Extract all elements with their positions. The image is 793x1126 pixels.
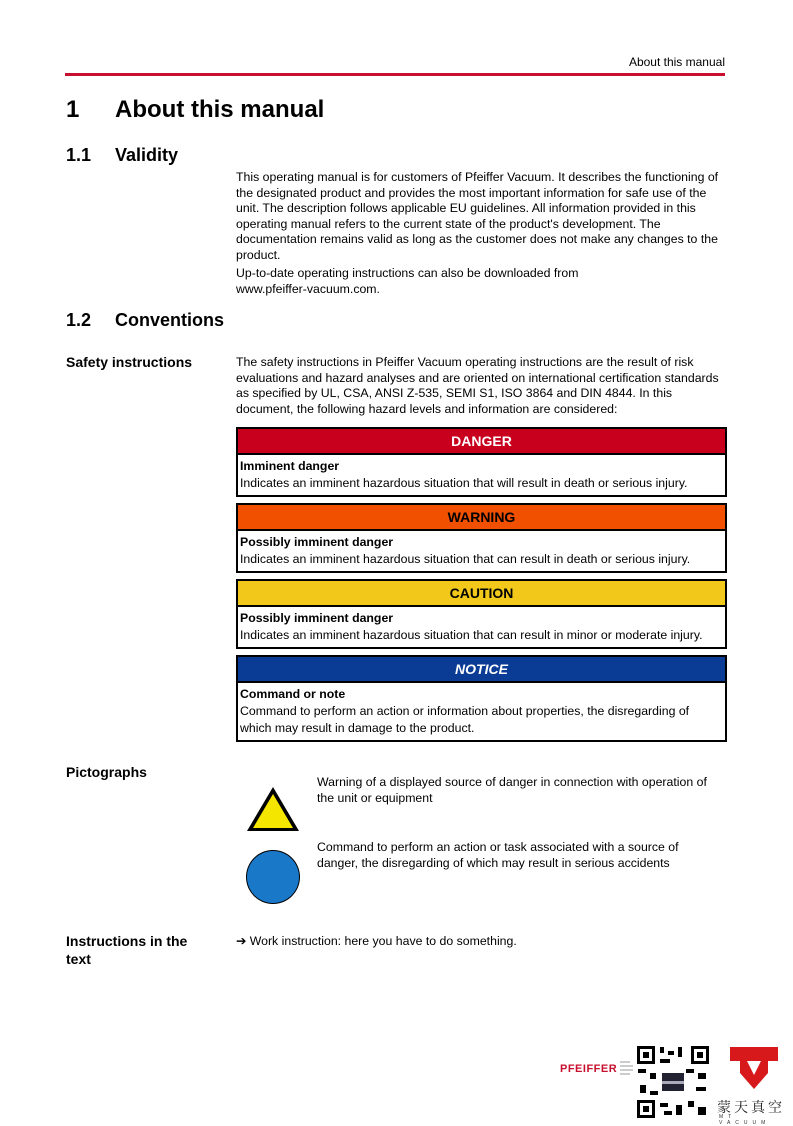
arrow-right-icon: ➔ — [236, 934, 247, 948]
safety-intro: The safety instructions in Pfeiffer Vacuum operating instructions are the result of risk evaluations and hazard analyses and are oriented on international certification standards as specified by UL, CSA, ANSI Z-535, SEMI S1, ISO 3864 and DIN 4844. In this document, the following hazard levels and information are considered: — [236, 355, 719, 416]
pictograph-text: Warning of a displayed source of danger in connection with operation of the unit or equipment — [317, 775, 707, 805]
running-header: About this manual — [628, 55, 725, 69]
validity-paragraph: Up-to-date operating instructions can also be downloaded from www.pfeiffer-vacuum.com. — [236, 266, 579, 296]
chapter-title-text: About this manual — [115, 96, 325, 123]
hazard-heading: Command or note — [240, 687, 346, 701]
hazard-description — [238, 683, 725, 740]
hazard-text: Indicates an imminent hazardous situation that can result in minor or moderate injury. — [240, 628, 703, 642]
pictograph-text: Command to perform an action or task associated with a source of danger, the disregarding of which may result in serious accidents — [317, 840, 679, 870]
section-validity-heading — [66, 145, 178, 166]
mt-vacuum-chinese-name: 蒙天真空 — [717, 1099, 785, 1115]
hazard-box-warning — [236, 503, 727, 573]
section-number: 1.1 — [66, 145, 92, 165]
mt-vacuum-latin-name: MT VACUUM — [719, 1114, 771, 1126]
section-number: 1.2 — [66, 310, 92, 330]
header-rule — [65, 73, 725, 76]
hazard-text: Indicates an imminent hazardous situation that can result in death or serious injury. — [240, 552, 691, 566]
hazard-heading: Possibly imminent danger — [240, 535, 394, 549]
signal-word: DANGER — [238, 429, 725, 455]
section-title: Validity — [115, 145, 179, 165]
hazard-description — [238, 531, 725, 571]
hazard-description — [238, 455, 725, 495]
mandatory-circle-icon — [244, 849, 302, 907]
hazard-box-danger — [236, 427, 727, 497]
signal-word: CAUTION — [238, 581, 725, 607]
signal-word: WARNING — [238, 505, 725, 531]
instruction-line — [236, 934, 726, 950]
pfeiffer-logo: PFEIFFER — [560, 1063, 618, 1075]
pictographs-label: Pictographs — [66, 764, 147, 780]
hazard-box-caution — [236, 579, 727, 649]
pfeiffer-logo-lines — [620, 1060, 634, 1078]
validity-text — [236, 170, 726, 300]
chapter-number: 1 — [66, 96, 80, 123]
section-title: Conventions — [115, 310, 225, 330]
hazard-heading: Imminent danger — [240, 459, 340, 473]
section-conventions-heading — [66, 310, 224, 331]
instruction-text: Work instruction: here you have to do something. — [249, 934, 517, 948]
hazard-text: Command to perform an action or information about properties, the disregarding of which may result in damage to the product. — [240, 704, 690, 735]
chapter-title — [66, 96, 324, 124]
validity-paragraph: This operating manual is for customers of Pfeiffer Vacuum. It describes the functioning of the designated product and provides the most important information for safe use of the unit. The description follows applicable EU guidelines. All information provided in this operating manual refers to the current state of the product's development. The documentation remains valid as long as the customer does not make any changes to the product. — [236, 170, 719, 262]
warning-triangle-icon — [244, 784, 302, 834]
qr-code-icon — [636, 1045, 710, 1119]
signal-word: NOTICE — [238, 657, 725, 683]
safety-instructions-label: Safety instructions — [66, 354, 193, 370]
hazard-description — [238, 607, 725, 647]
instructions-label: Instructions in the text — [66, 933, 188, 967]
hazard-text: Indicates an imminent hazardous situation that will result in death or serious injury. — [240, 476, 688, 490]
hazard-box-notice — [236, 655, 727, 742]
hazard-heading: Possibly imminent danger — [240, 611, 394, 625]
mt-vacuum-logo — [728, 1045, 780, 1091]
